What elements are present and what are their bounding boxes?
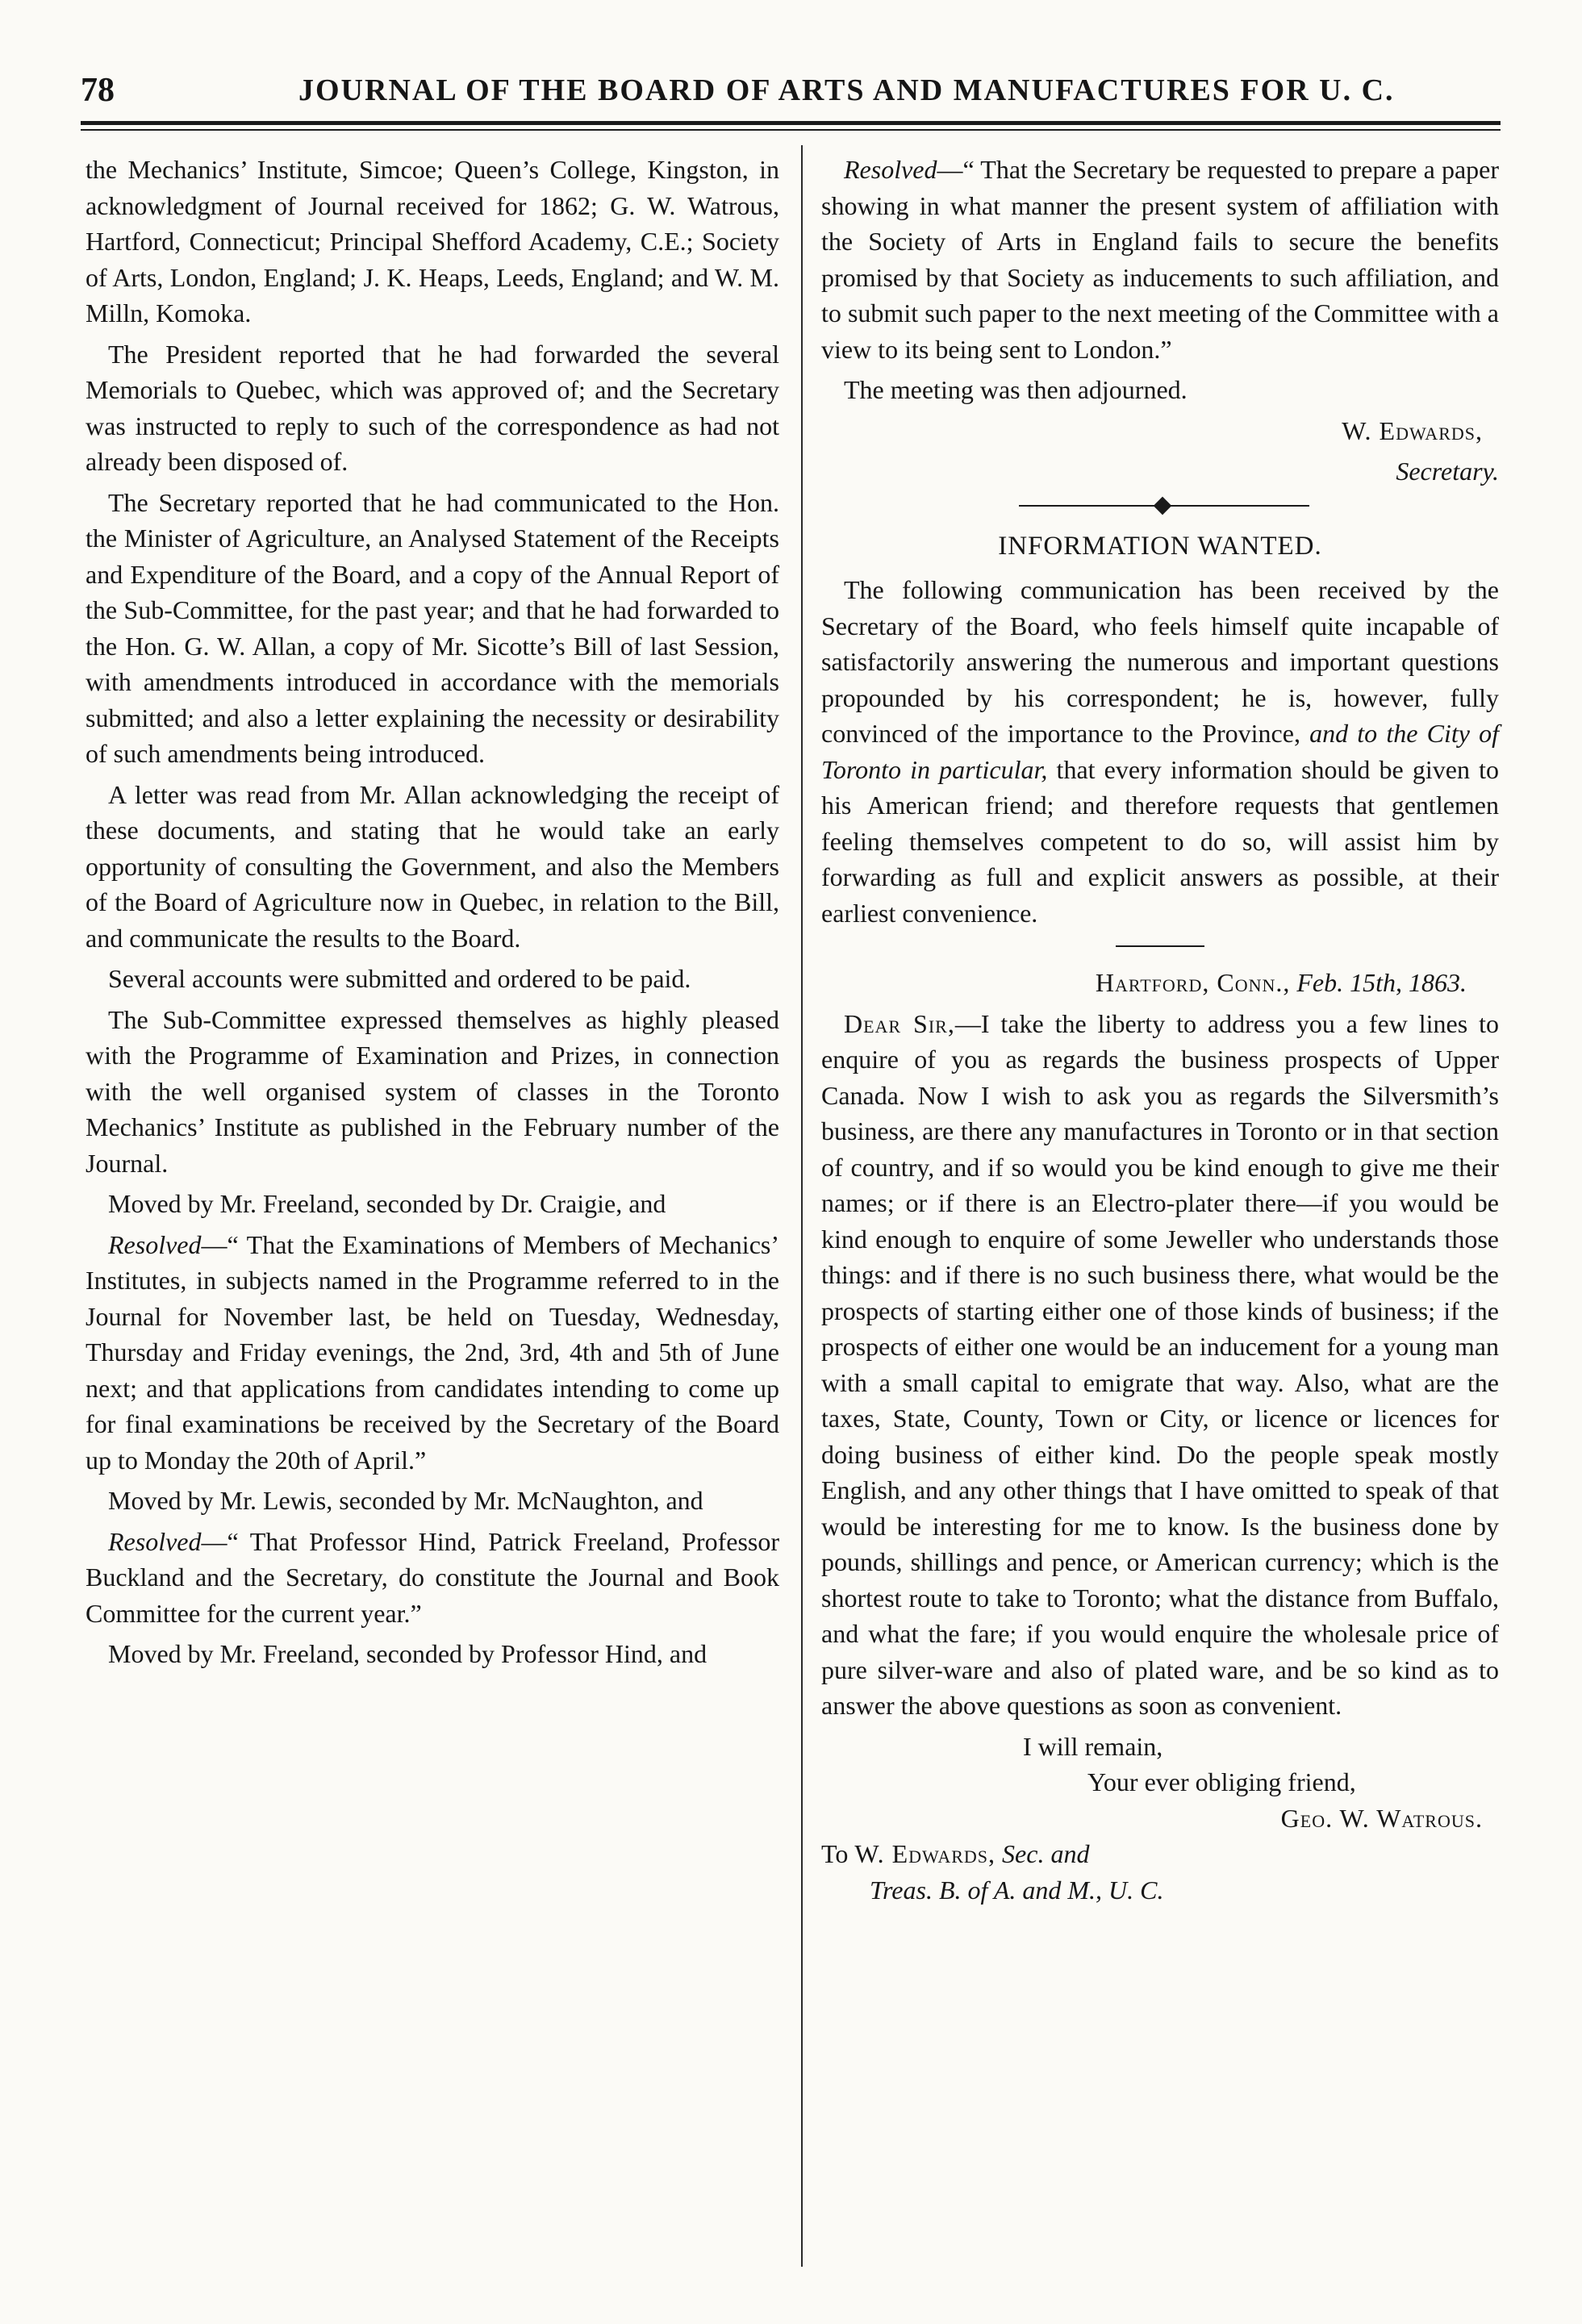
paragraph: A letter was read from Mr. Allan acknowledging the receipt of these documents, and stating that he would take an early opportunity of consulting the Government, and also the Members of the Board of Agriculture now in Quebec, in relation to the Bill, and communicate the results to the Board. (86, 779, 779, 953)
addressee-line: Treas. B. of A. and M., U. C. (870, 1875, 1164, 1905)
resolution-paragraph (86, 1524, 779, 1632)
letter-text: —I take the liberty to address you a few lines to enquire of you as regards the business prospects of Upper Canada. Now I wish to ask you as regards the Silversmith’s business, are there any manufactures in Toronto or in that section of country, and if so would you be kind enough to give me their names; or if there is an Electro-plater there—if you would be kind enough to enquire of some Jeweller who understands those things: and if there is no such business there, what would be the prospects of starting either one of those kinds of business; if the prospects of either one would be an inducement for a young man with a small capital to emigrate that way. Also, what are the taxes, State, County, Town or City, or licence or licences for doing business of either kind. Do the people speak mostly English, and any other things that I have omitted to speak of that would be interesting for me to know. Is the business done by pounds, shillings and pence, or American currency; which is the shortest route to take to Toronto; what the distance from Buffalo, and what the fare; if you would enquire the wholesale price of pure silver-ware and also of plated ware, and be so kind as to answer the above questions as soon as convenient. (821, 1008, 1500, 1720)
dateline (821, 965, 1499, 1001)
intro-paragraph: The following communication has been received by the Secretary of the Board, who feels himself quite incapable of satisfactorily answering the numerous and important questions propounded by his correspondent; he is, however, fully convinced of the importance to the Province, and to the City of Toronto in particular, that every information should be given to his American friend; and therefore requests that gentlemen feeling themselves competent to do so, will assist him by forwarding as full and explicit answers as possible, at their earliest convenience. (821, 575, 1500, 928)
left-column (86, 152, 779, 1677)
page-number: 78 (81, 72, 115, 109)
ornament-diamond-icon (1154, 496, 1172, 515)
page-header (81, 55, 1501, 124)
resolution-text: —“ That the Examinations of Members of Mechanics’ Institutes, in subjects named in the Programme referred to in the Journal for November last, be held on Tuesday, Wednesday, Thursday and Friday evenings, the 2nd, 3rd, 4th and 5th of June next; and that applications from candidates intending to come up for final examinations be received by the Secretary of the Board up to Monday the 20th of April.” (86, 1229, 779, 1475)
section-heading: INFORMATION WANTED. (998, 531, 1322, 561)
right-column (821, 152, 1499, 1908)
letter-signature: Geo. W. Watrous. (1280, 1803, 1483, 1833)
signature-name: W. Edwards, (1342, 415, 1483, 445)
resolved-label: Resolved (844, 155, 937, 184)
resolution-paragraph (86, 1227, 779, 1479)
dateline-place: Hartford, Conn., (1095, 968, 1291, 997)
paragraph: the Mechanics’ Institute, Simcoe; Queen’s College, Kingston, in acknowledgment of Journal received for 1862; G. W. Watrous, Hartford, Connecticut; Principal Shefford Academy, C.E.; Society of Arts, London, England; J. K. Heaps, Leeds, England; and W. M. Milln, Komoka. (86, 155, 779, 328)
resolution-paragraph (821, 152, 1499, 367)
closing-line: I will remain, (1023, 1731, 1163, 1761)
dateline-date: Feb. 15th, 1863. (1296, 968, 1467, 997)
header-rule-thin (81, 129, 1501, 131)
resolved-label: Resolved (108, 1229, 202, 1259)
ornament-rule (821, 494, 1499, 517)
short-rule (1116, 945, 1204, 947)
paragraph: Moved by Mr. Lewis, seconded by Mr. McNaughton, and (108, 1486, 703, 1515)
signature-title: Secretary. (1396, 457, 1499, 486)
running-title: JOURNAL OF THE BOARD OF ARTS AND MANUFACTURES FOR U. C. (298, 73, 1395, 107)
resolution-text: —“ That Professor Hind, Patrick Freeland, Professor Buckland and the Secretary, do constitute the Journal and Book Committee for the current year.” (86, 1526, 779, 1628)
emphasis-text: and to the City of Toronto in particular, (821, 719, 1500, 784)
paragraph: The President reported that he had forwarded the several Memorials to Quebec, which was approved of; and the Secretary was instructed to reply to such of the correspondence as had not already been disposed of. (86, 339, 779, 476)
addressee-line: To W. Edwards, Sec. and (821, 1839, 1090, 1868)
paragraph: The Sub-Committee expressed themselves as highly pleased with the Programme of Examination and Prizes, in connection with the well organised system of classes in the Toronto Mechanics’ Institute as published in the February number of the Journal. (86, 1004, 779, 1178)
paragraph: Moved by Mr. Freeland, seconded by Dr. Craigie, and (108, 1189, 666, 1218)
letter-body (821, 1006, 1499, 1724)
resolved-label: Resolved (108, 1526, 202, 1556)
paragraph: Several accounts were submitted and ordered to be paid. (108, 964, 691, 993)
resolution-text: —“ That the Secretary be requested to prepare a paper showing in what manner the present system of affiliation with the Society of Arts in England fails to secure the benefits promised by that Society as inducements to such affiliation, and to submit such paper to the next meeting of the Committee with a view to its being sent to London.” (821, 155, 1499, 364)
paragraph: Moved by Mr. Freeland, seconded by Professor Hind, and (108, 1639, 708, 1668)
paragraph: The Secretary reported that he had communicated to the Hon. the Minister of Agriculture, an Analysed Statement of the Receipts and Expenditure of the Board, and a copy of the Annual Report of the Sub-Committee, for the past year; and that he had forwarded to the Hon. G. W. Allan, a copy of Mr. Sicotte’s Bill of last Session, with amendments introduced in accordance with the memorials submitted; and also a letter explaining the necessity or desirability of such amendments being introduced. (86, 487, 779, 768)
column-divider (801, 145, 803, 2267)
paragraph: The meeting was then adjourned. (844, 375, 1188, 404)
header-rule-thick (81, 121, 1501, 125)
salutation: Dear Sir, (844, 1008, 955, 1038)
closing-line: Your ever obliging friend, (1087, 1767, 1356, 1796)
